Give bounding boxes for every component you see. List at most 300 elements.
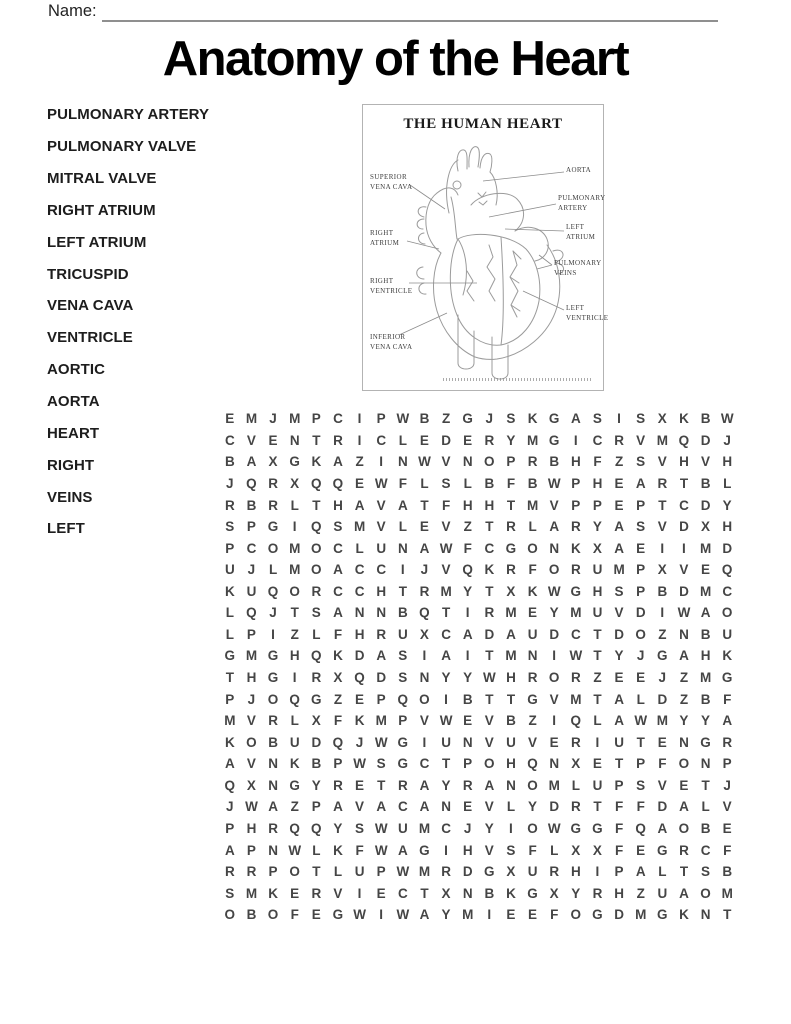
grid-letter: Q [246,605,257,621]
grid-letter: P [246,842,256,858]
grid-letter: Z [614,454,624,470]
grid-letter: I [682,540,686,556]
grid-letter: G [267,648,279,664]
grid-letter: D [614,907,624,923]
grid-letter: E [419,519,429,535]
grid-letter: U [592,777,603,793]
grid-letter: O [700,885,711,901]
grid-letter: I [465,648,470,664]
grid-letter: K [289,756,300,772]
grid-letter: U [376,540,387,556]
grid-letter: E [506,907,516,923]
grid-letter: K [679,411,689,427]
grid-letter: K [224,583,235,599]
grid-letter: O [635,626,646,642]
grid-letter: O [267,907,279,923]
grid-letter: E [225,411,235,427]
grid-letter: V [376,519,386,535]
grid-letter: P [311,411,321,427]
grid-letter: Q [721,562,733,578]
grid-letter: N [700,756,711,772]
grid-letter: C [570,626,581,642]
grid-letter: R [376,626,387,642]
grid-letter: F [614,820,624,836]
grid-letter: W [374,842,388,858]
grid-letter: C [354,562,365,578]
grid-letter: E [419,432,429,448]
grid-letter: T [420,885,429,901]
grid-letter: Q [267,583,279,599]
grid-letter: A [679,885,689,901]
grid-letter: L [463,475,472,491]
grid-letter: K [527,411,538,427]
grid-letter: B [246,907,257,923]
grid-letter: X [311,713,321,729]
grid-letter: W [396,411,410,427]
grid-letter: K [268,885,278,901]
grid-letter: I [595,864,600,880]
grid-letter: Q [311,648,322,664]
grid-letter: I [465,605,470,621]
grid-letter: S [398,648,408,664]
grid-letter: N [268,777,278,793]
grid-letter: M [245,648,258,664]
grid-letter: J [269,605,277,621]
grid-letter: C [441,820,451,836]
grid-letter: V [246,756,256,772]
grid-letter: A [614,691,624,707]
grid-letter: E [355,691,365,707]
grid-letter: V [701,454,711,470]
grid-letter: Y [441,907,451,923]
grid-letter: F [614,842,624,858]
grid-letter: Q [311,519,322,535]
grid-letter: E [614,497,624,513]
grid-letter: J [723,777,731,793]
grid-letter: P [225,820,235,836]
grid-letter: U [592,605,603,621]
grid-letter: V [636,432,646,448]
grid-letter: X [506,583,516,599]
word-list-item: RIGHT [47,456,95,474]
grid-letter: R [268,475,278,491]
grid-letter: O [289,583,300,599]
grid-letter: F [528,842,537,858]
grid-letter: B [722,864,733,880]
grid-letter: O [267,540,279,556]
grid-letter: Y [333,820,343,836]
grid-letter: G [397,734,409,750]
grid-letter: Q [311,475,322,491]
grid-letter: Q [635,820,646,836]
grid-letter: N [462,454,473,470]
grid-letter: E [463,799,473,815]
grid-letter: Y [441,670,451,686]
grid-letter: O [570,907,582,923]
grid-letter: J [226,799,234,815]
grid-letter: G [267,670,279,686]
grid-letter: E [592,756,602,772]
grid-letter: Q [527,756,538,772]
grid-letter: O [484,756,495,772]
grid-letter: N [376,605,387,621]
grid-letter: E [463,713,473,729]
word-list-item: LEFT [47,520,85,538]
grid-letter: Q [224,777,236,793]
grid-letter: C [419,756,430,772]
grid-letter: S [333,519,343,535]
grid-letter: F [614,799,624,815]
grid-letter: G [462,411,473,427]
grid-letter: S [636,454,646,470]
grid-letter: H [289,648,300,664]
grid-letter: V [441,562,451,578]
grid-letter: R [441,864,451,880]
grid-letter: B [700,820,711,836]
grid-letter: W [547,583,561,599]
grid-letter: L [333,864,343,880]
grid-letter: E [528,605,538,621]
grid-letter: M [526,432,539,448]
grid-letter: J [723,432,731,448]
word-search-grid [219,408,738,926]
grid-letter: Q [289,820,300,836]
grid-letter: E [636,540,646,556]
grid-letter: T [636,734,645,750]
grid-letter: O [548,670,560,686]
grid-letter: A [268,799,278,815]
grid-letter: B [700,475,711,491]
grid-letter: V [549,497,559,513]
grid-letter: L [420,475,429,491]
grid-letter: T [679,864,689,880]
grid-letter: L [723,475,732,491]
grid-letter: R [592,885,603,901]
grid-letter: O [678,756,690,772]
grid-letter: V [528,734,538,750]
grid-letter: Q [246,475,257,491]
grid-letter: B [700,626,711,642]
diagram-title: THE HUMAN HEART [403,116,563,132]
grid-letter: Y [463,583,473,599]
grid-letter: M [353,519,366,535]
grid-letter: V [441,519,451,535]
grid-letter: A [224,842,235,858]
grid-letter: G [419,842,430,858]
grid-letter: B [462,691,473,707]
grid-letter: P [246,626,256,642]
grid-letter: A [722,713,733,729]
word-list-item: RIGHT ATRIUM [47,201,156,219]
grid-letter: W [677,605,691,621]
grid-letter: V [657,519,667,535]
grid-letter: N [397,540,408,556]
grid-letter: R [614,432,624,448]
grid-letter: X [657,562,667,578]
grid-letter: U [246,583,257,599]
grid-letter: A [224,756,235,772]
grid-letter: K [333,648,343,664]
grid-letter: T [377,777,386,793]
label-right-ventricle: RIGHT VENTRICLE [370,277,413,295]
grid-letter: S [225,885,235,901]
grid-letter: Q [311,820,322,836]
grid-letter: G [527,691,538,707]
grid-letter: W [374,734,388,750]
grid-letter: P [225,540,235,556]
grid-letter: Q [678,432,690,448]
label-inferior-vena-cava: INFERIOR VENA CAVA [370,333,413,351]
grid-letter: U [657,885,668,901]
grid-letter: T [506,497,516,513]
grid-letter: L [312,626,321,642]
grid-letter: C [679,497,689,513]
grid-letter: T [593,626,602,642]
grid-letter: H [722,519,733,535]
grid-letter: H [462,842,473,858]
grid-letter: P [636,497,646,513]
grid-letter: Q [462,562,473,578]
grid-letter: H [614,885,624,901]
grid-letter: R [268,820,278,836]
grid-letter: D [549,626,560,642]
grid-letter: I [444,691,448,707]
grid-letter: H [679,454,689,470]
grid-letter: D [679,519,689,535]
grid-letter: S [376,756,386,772]
grid-letter: D [657,691,668,707]
grid-letter: L [225,605,234,621]
grid-letter: O [527,540,538,556]
grid-letter: L [290,713,299,729]
grid-letter: W [374,820,388,836]
grid-letter: L [355,540,364,556]
grid-letter: T [420,497,429,513]
grid-letter: M [289,562,301,578]
grid-letter: L [593,713,602,729]
grid-letter: O [224,907,236,923]
grid-letter: P [246,519,256,535]
grid-letter: I [422,734,427,750]
grid-letter: S [225,519,235,535]
grid-letter: N [506,777,516,793]
grid-letter: N [354,605,365,621]
grid-letter: N [462,885,473,901]
grid-letter: W [245,799,258,815]
grid-letter: A [635,475,646,491]
grid-letter: D [549,799,560,815]
grid-letter: C [397,885,408,901]
grid-letter: P [376,864,386,880]
grid-letter: E [463,432,473,448]
grid-letter: T [398,583,407,599]
grid-letter: R [311,885,322,901]
diagram-credit-smudge [443,378,593,381]
grid-letter: H [506,756,516,772]
grid-letter: A [614,519,624,535]
grid-letter: X [441,885,451,901]
grid-letter: A [570,411,581,427]
grid-letter: Z [679,691,689,707]
grid-letter: Y [528,799,538,815]
grid-letter: T [614,756,624,772]
grid-letter: E [679,777,689,793]
grid-letter: R [570,670,581,686]
grid-letter: R [333,777,343,793]
grid-letter: I [660,605,665,621]
grid-letter: L [225,626,234,642]
grid-letter: S [441,475,451,491]
grid-letter: H [462,497,473,513]
word-list-item: TRICUSPID [47,265,129,283]
grid-letter: T [225,670,234,686]
grid-letter: G [721,670,733,686]
grid-letter: Y [592,519,602,535]
grid-letter: Y [484,820,494,836]
grid-letter: R [484,605,495,621]
grid-letter: V [333,885,343,901]
grid-letter: A [614,713,624,729]
grid-letter: R [506,519,516,535]
label-superior-vena-cava: SUPERIOR VENA CAVA [370,173,413,191]
grid-letter: O [548,562,560,578]
grid-letter: A [635,864,646,880]
grid-letter: W [569,648,583,664]
grid-letter: R [397,777,408,793]
grid-letter: F [441,497,451,513]
grid-letter: W [482,670,496,686]
grid-letter: N [441,799,451,815]
grid-letter: E [311,907,321,923]
grid-letter: M [699,583,712,599]
grid-letter: R [224,864,235,880]
grid-letter: N [549,756,560,772]
grid-letter: A [333,605,343,621]
grid-letter: P [376,691,386,707]
grid-letter: W [439,540,453,556]
grid-letter: O [419,691,430,707]
grid-letter: T [485,583,494,599]
grid-letter: P [398,713,408,729]
grid-letter: A [657,820,668,836]
grid-letter: N [268,842,278,858]
grid-letter: C [333,411,343,427]
grid-letter: G [657,648,668,664]
grid-letter: A [506,626,516,642]
grid-letter: Z [679,670,689,686]
grid-letter: M [418,820,431,836]
grid-letter: G [289,454,300,470]
grid-letter: G [332,907,344,923]
grid-letter: J [420,562,429,578]
grid-letter: H [700,648,711,664]
grid-letter: V [419,713,429,729]
grid-letter: E [614,670,624,686]
grid-letter: X [701,519,711,535]
grid-letter: C [592,432,603,448]
grid-letter: X [506,864,516,880]
label-pulmonary-veins: PULMONARY VEINS [554,259,602,277]
grid-letter: O [267,691,279,707]
word-list-item: PULMONARY VALVE [47,138,197,156]
grid-letter: G [527,885,538,901]
grid-letter: O [678,820,690,836]
grid-letter: R [484,432,495,448]
grid-letter: E [376,885,386,901]
grid-letter: A [419,540,430,556]
grid-letter: G [700,734,711,750]
grid-letter: C [246,540,257,556]
grid-letter: F [550,907,559,923]
grid-letter: V [484,713,494,729]
grid-letter: V [657,777,667,793]
grid-letter: J [247,691,256,707]
word-list-item: AORTIC [47,361,106,379]
grid-letter: U [397,626,408,642]
grid-letter: I [357,432,362,448]
grid-letter: M [548,777,560,793]
word-list-item: LEFT ATRIUM [47,233,147,251]
grid-letter: K [679,907,689,923]
grid-letter: K [354,713,365,729]
grid-letter: D [657,799,668,815]
grid-letter: F [355,842,364,858]
word-list-item: MITRAL VALVE [47,170,157,188]
grid-letter: F [723,691,732,707]
grid-letter: O [527,820,538,836]
grid-letter: V [679,562,689,578]
grid-letter: S [592,411,602,427]
grid-letter: Z [333,691,343,707]
grid-letter: Z [290,626,299,642]
grid-letter: H [570,864,581,880]
grid-letter: I [292,519,297,535]
grid-letter: M [505,605,517,621]
grid-letter: K [506,885,516,901]
grid-letter: F [723,842,732,858]
label-right-atrium: RIGHT ATRIUM [370,229,400,247]
grid-letter: P [571,475,581,491]
grid-letter: Y [311,777,321,793]
grid-letter: Y [722,497,732,513]
grid-letter: Z [528,713,537,729]
grid-letter: L [658,864,667,880]
grid-letter: X [571,842,581,858]
grid-letter: X [246,777,256,793]
label-left-ventricle: LEFT VENTRICLE [566,304,609,322]
grid-letter: M [289,411,301,427]
grid-letter: X [333,670,343,686]
grid-letter: D [614,626,624,642]
grid-letter: N [268,756,278,772]
grid-letter: K [484,562,495,578]
grid-letter: P [225,691,235,707]
grid-letter: K [722,648,733,664]
grid-letter: V [246,713,256,729]
grid-letter: D [635,605,646,621]
grid-letter: T [312,497,321,513]
grid-letter: Q [332,475,344,491]
grid-letter: C [397,799,408,815]
grid-letter: A [376,648,387,664]
grid-letter: I [509,820,513,836]
grid-letter: W [547,820,561,836]
grid-letter: M [699,670,712,686]
grid-letter: Y [571,885,581,901]
grid-letter: Q [419,605,430,621]
grid-letter: W [288,842,302,858]
grid-letter: B [506,713,516,729]
